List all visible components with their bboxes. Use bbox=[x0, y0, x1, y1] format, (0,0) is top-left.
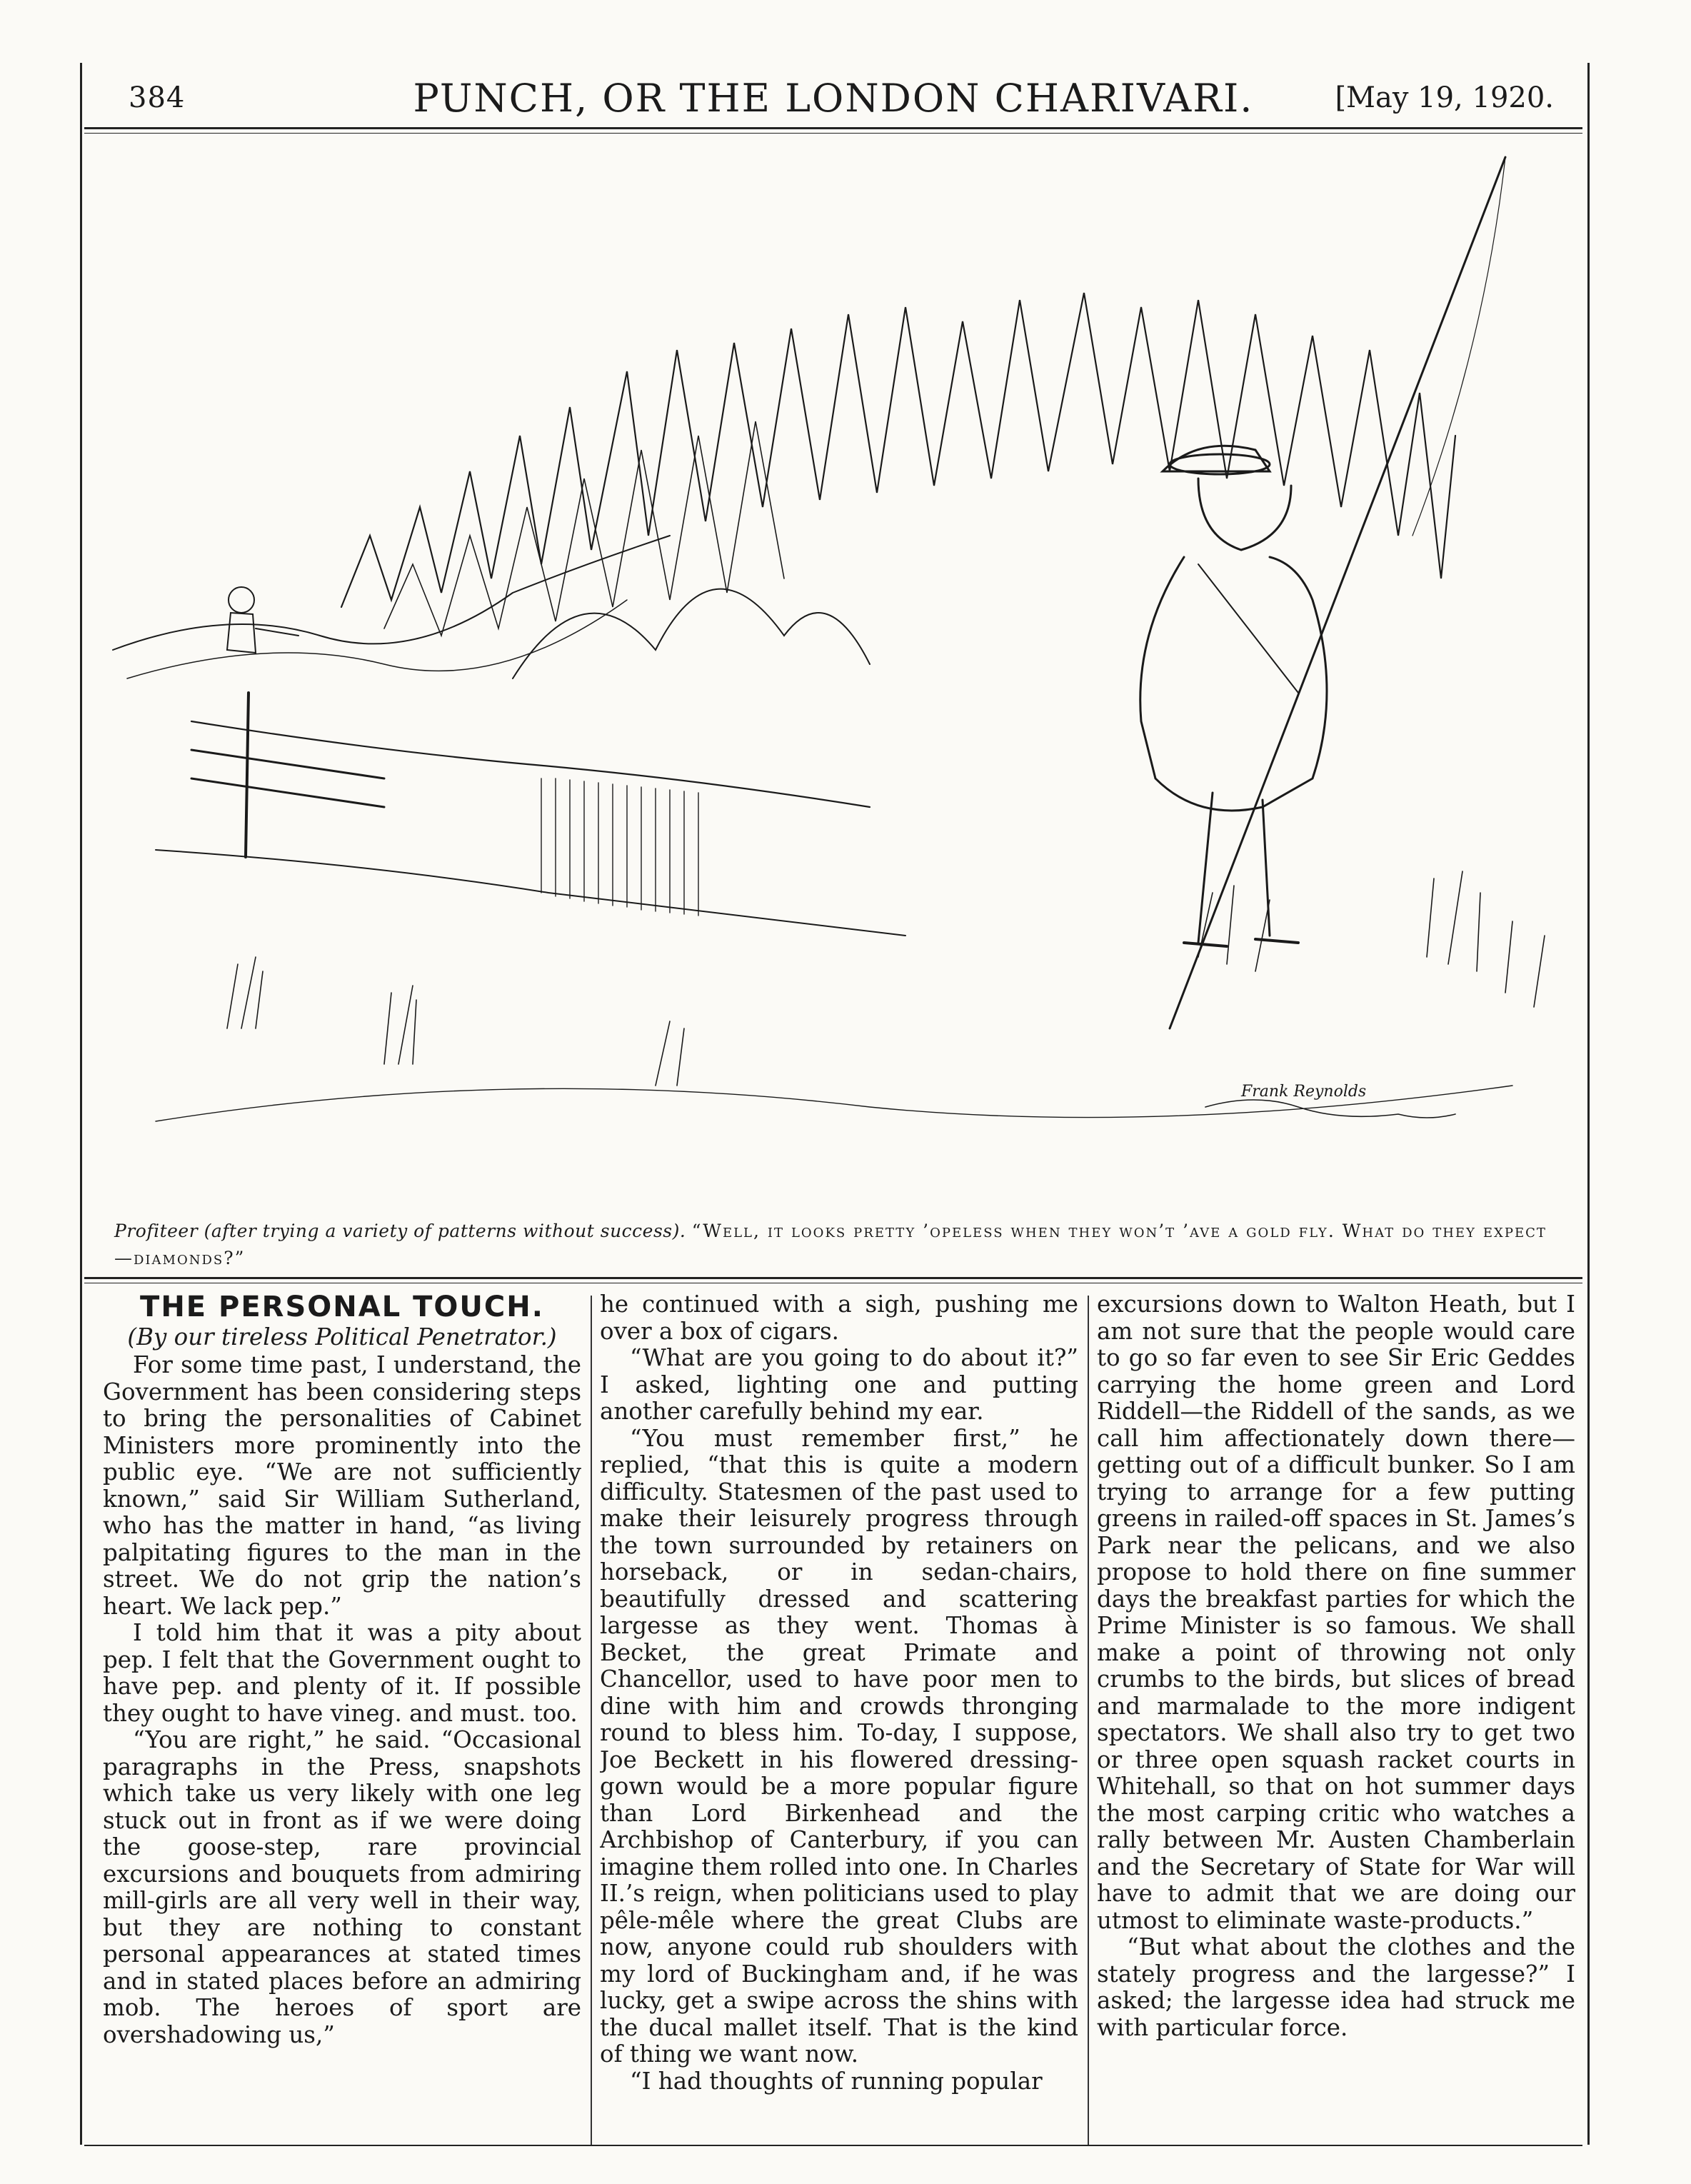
article-title: THE PERSONAL TOUCH. bbox=[140, 1291, 544, 1323]
caption-rule bbox=[84, 1277, 1582, 1279]
cartoonist-signature: Frank Reynolds bbox=[1241, 1083, 1367, 1101]
paragraph: For some time past, I understand, the Government has been considering steps to bring the personalities of Cabinet Ministers more prominently into the public eye. “We are not sufficiently known,” said Sir William Sutherland, who has the matter in hand, “as living palpitating figures to the man in the street. We do not grip the nation’s heart. We lack pep.” bbox=[103, 1351, 581, 1620]
article-column-1 bbox=[103, 1291, 581, 2148]
paragraph: “You must remember first,” he replied, “that this is quite a modern difficulty. Statesmen of the past used to make their leisurely progress through the town surrounded by retainers on horseback, or in sedan-chairs, beautifully dressed and scattering largesse as they went. Thomas à Becket, the great Primate and Chancellor, used to have poor men to dine with him and crowds thronging round to bless him. To-day, I suppose, Joe Beckett in his flowered dressing-gown would be a more popular figure than Lord Birkenhead and the Archbishop of Canterbury, if you can imagine them rolled into one. In Charles II.’s reign, when politicians used to play pêle-mêle where the great Clubs are now, anyone could rub shoulders with my lord of Buckingham and, if he was lucky, get a swipe across the shins with the ducal mallet itself. That is the kind of thing we want now. bbox=[600, 1424, 1078, 2068]
issue-date: [May 19, 1920. bbox=[1335, 81, 1554, 114]
footer-rule bbox=[84, 2145, 1582, 2146]
article-byline: (By our tireless Political Penetrator.) bbox=[127, 1323, 557, 1351]
caption-stage-direction: (after trying a variety of patterns without success). bbox=[204, 1221, 686, 1241]
page-number: 384 bbox=[129, 81, 186, 114]
column-divider bbox=[591, 1296, 592, 2145]
paragraph: he continued with a sigh, pushing me over a box of cigars. bbox=[600, 1291, 1078, 1345]
paragraph: “I had thoughts of running popular bbox=[630, 2067, 1043, 2095]
paragraph: “You are right,” he said. “Occasional paragraphs in the Press, snapshots which take us very likely with one leg stuck out in front as if we were doing the goose-step, rare provincial excursions and bouquets from admiring mill-girls are all very well in their way, but they are nothing to constant personal appearances at stated times and in stated places before an admiring mob. The heroes of sport are overshadowing us,” bbox=[103, 1726, 581, 2048]
header-rule bbox=[84, 127, 1582, 129]
page-header bbox=[84, 69, 1582, 129]
caption-quote: “Well, it looks pretty ’opeless when they won’t ’ave a gold fly. What do they expect—diamonds?” bbox=[114, 1221, 1547, 1268]
paragraph: “What are you going to do about it?” I asked, lighting one and putting another carefully behind my ear. bbox=[600, 1344, 1078, 1425]
paragraph: excursions down to Walton Heath, but I am not sure that the people would care to go so far even to see Sir Eric Geddes carrying the home green and Lord Riddell—the Riddell of the sands, as we call him affectionately down there—getting out of a difficult bunker. So I am trying to arrange for a few putting greens in railed-off spaces in St. James’s Park near the pelicans, and we also propose to hold there on fine summer days the breakfast parties for which the Prime Minister is so famous. We shall make a point of throwing not only crumbs to the birds, but slices of bread and marmalade to the more indigent spectators. We shall also try to get two or three open squash racket courts in Whitehall, so that on hot summer days the most carping critic who watches a rally between Mr. Austen Chamberlain and the Secretary of State for War will have to admit that we are doing our utmost to eliminate waste-products.” bbox=[1097, 1291, 1575, 1934]
article-columns bbox=[89, 1291, 1582, 2148]
cartoon-caption bbox=[114, 1218, 1550, 1272]
masthead-title: PUNCH, OR THE LONDON CHARIVARI. bbox=[413, 76, 1254, 121]
article-column-2 bbox=[600, 1291, 1078, 2148]
column-divider bbox=[1088, 1296, 1089, 2145]
header-rule-thin bbox=[84, 133, 1582, 134]
article-column-3 bbox=[1097, 1291, 1575, 2148]
paragraph: “But what about the clothes and the stately progress and the largesse?” I asked; the largesse idea had struck me with particular force. bbox=[1097, 1933, 1575, 2041]
cartoon-illustration bbox=[84, 136, 1582, 1200]
caption-speaker: Profiteer bbox=[114, 1221, 199, 1241]
paragraph: I told him that it was a pity about pep. I felt that the Government ought to have pep. and plenty of it. If possible they ought to have vineg. and must. too. bbox=[103, 1619, 581, 1727]
